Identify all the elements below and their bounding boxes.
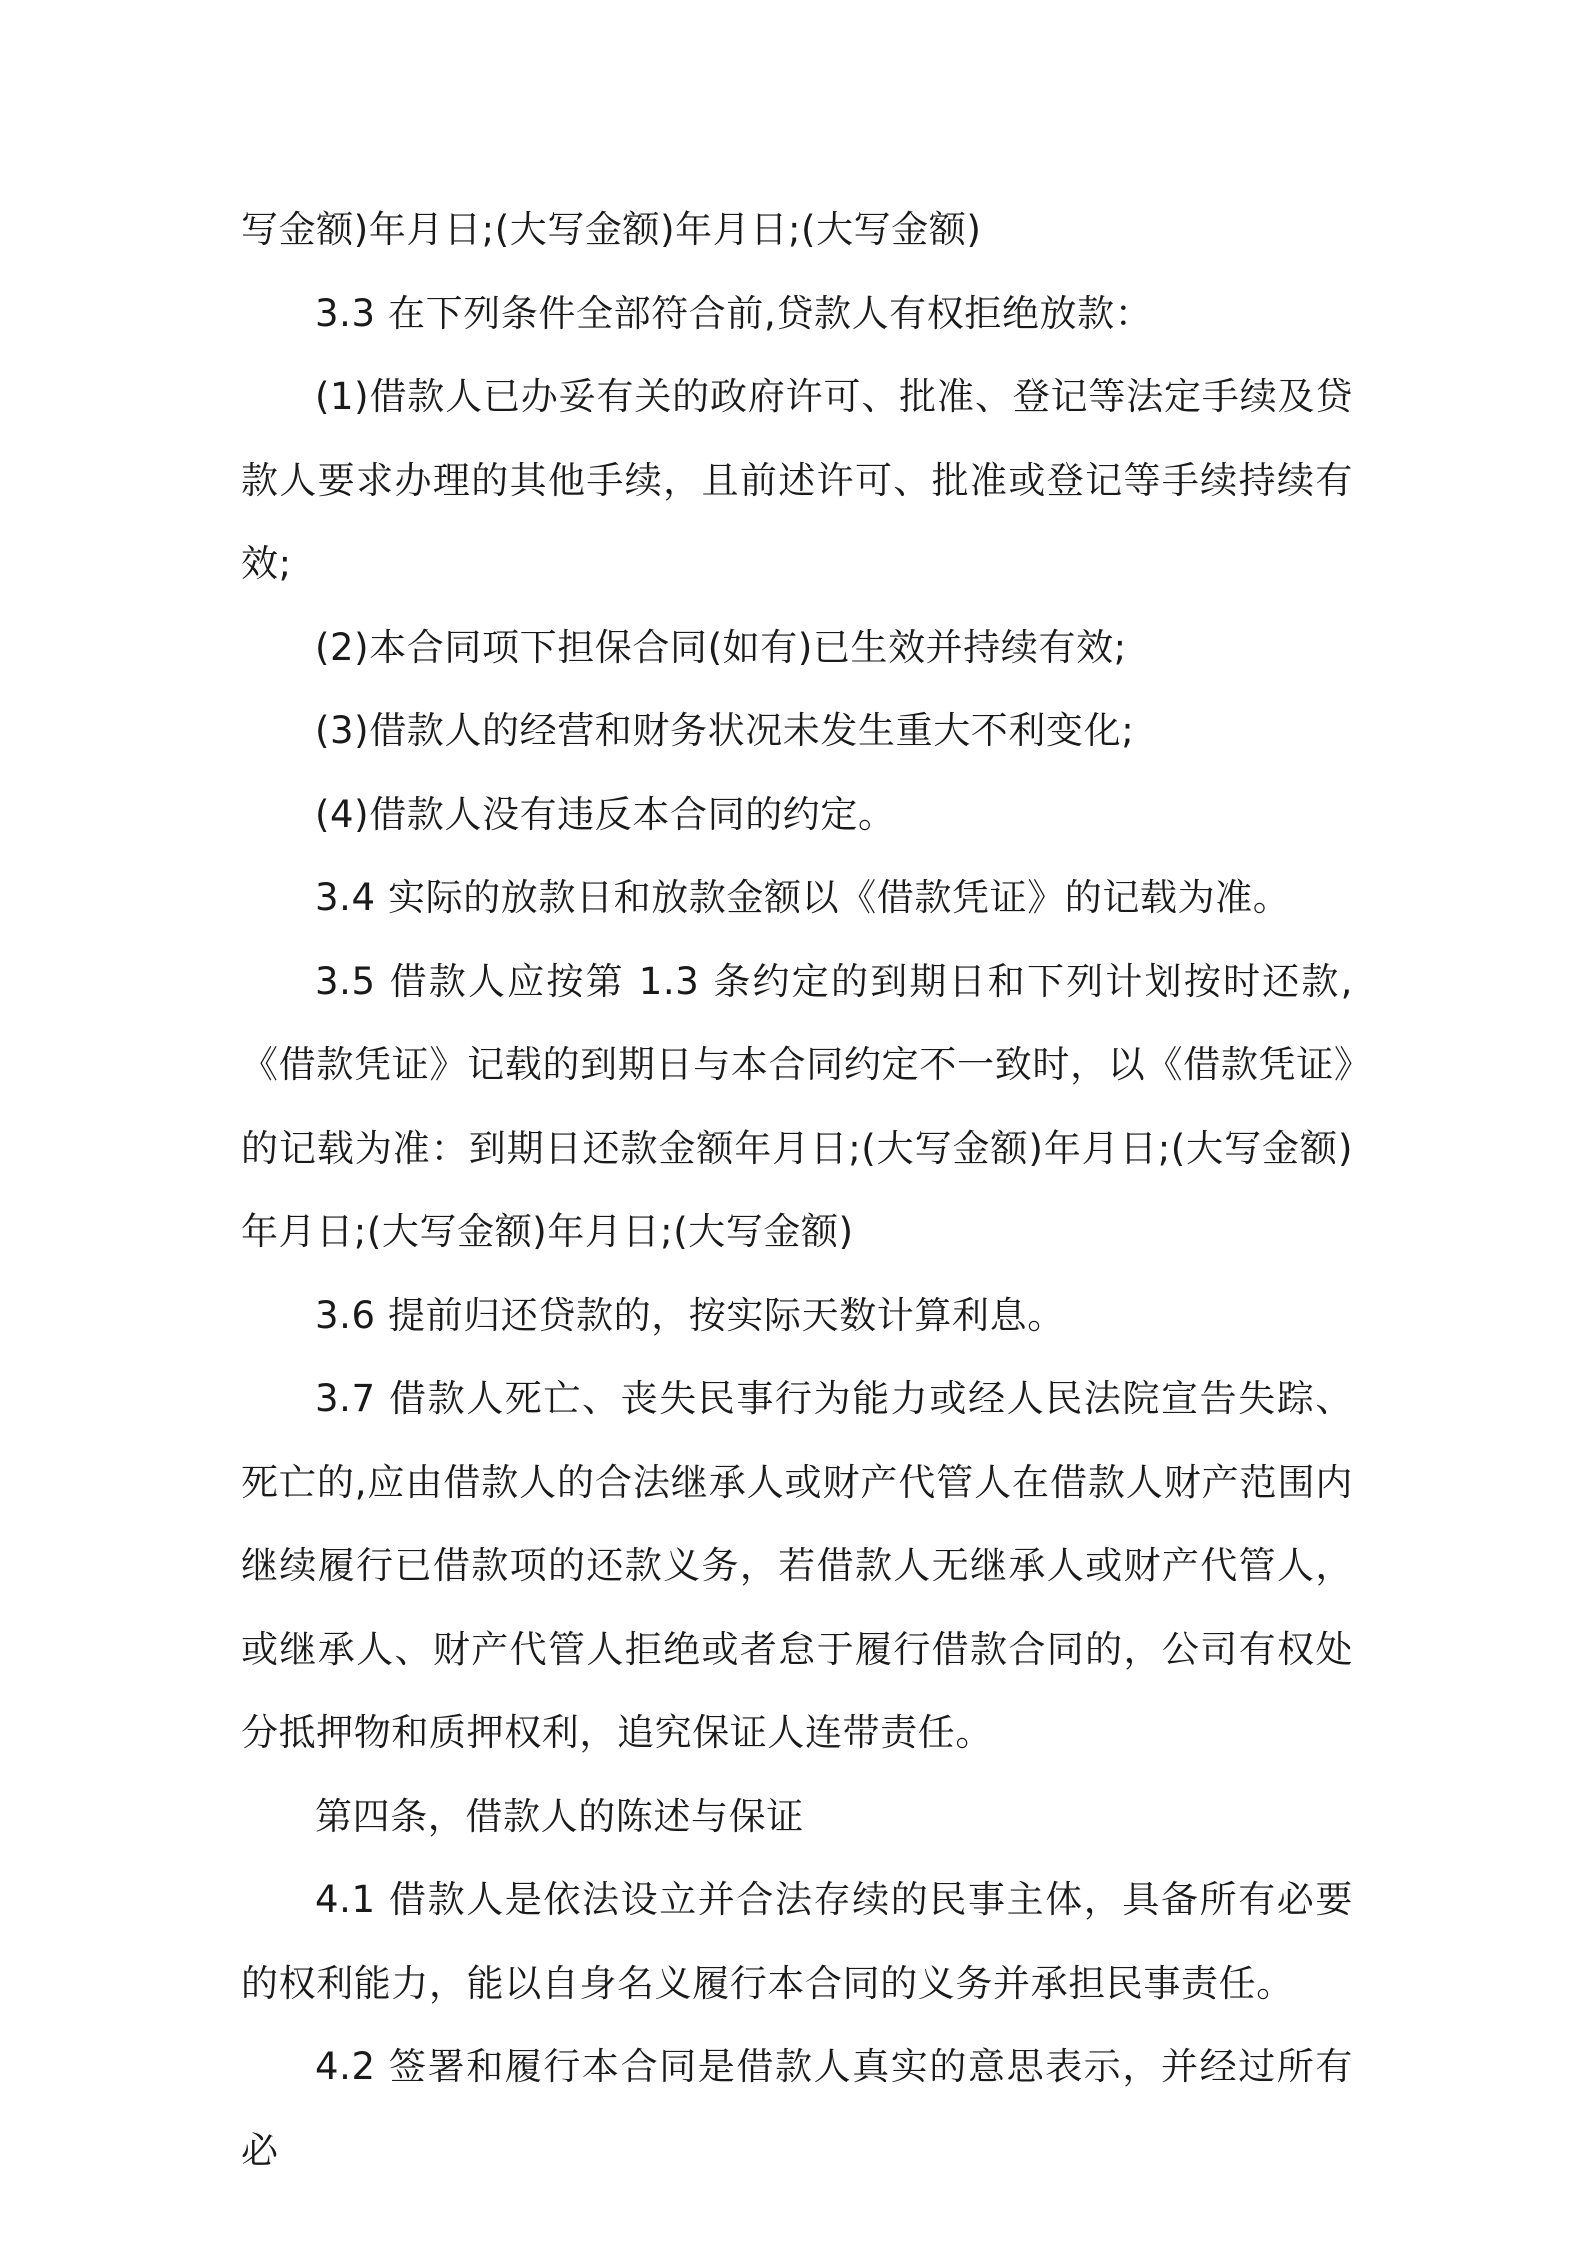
paragraph: 4.1 借款人是依法设立并合法存续的民事主体，具备所有必要的权利能力，能以自身名义履行本合同的义务并承担民事责任。 bbox=[241, 1878, 1353, 2005]
document-body bbox=[241, 188, 1353, 2192]
paragraph: 3.3 在下列条件全部符合前,贷款人有权拒绝放款： bbox=[315, 291, 1153, 335]
section-heading: 第四条，借款人的陈述与保证 bbox=[315, 1794, 804, 1838]
paragraph: 3.6 提前归还贷款的，按实际天数计算利息。 bbox=[315, 1293, 1065, 1337]
paragraph: 写金额)年月日;(大写金额)年月日;(大写金额) bbox=[241, 208, 982, 251]
paragraph: 3.5 借款人应按第 1.3 条约定的到期日和下列计划按时还款,《借款凭证》记载的到期日与本合同约定不一致时，以《借款凭证》的记载为准：到期日还款金额年月日;(大写金额)年月日;(大写金额)年月日;(大写金额)年月日;(大写金额) bbox=[241, 959, 1353, 1253]
paragraph: (3)借款人的经营和财务状况未发生重大不利变化; bbox=[315, 709, 1135, 752]
paragraph: 3.7 借款人死亡、丧失民事行为能力或经人民法院宣告失踪、死亡的,应由借款人的合法继承人或财产代管人在借款人财产范围内继续履行已借款项的还款义务，若借款人无继承人或财产代管人，或继承人、财产代管人拒绝或者怠于履行借款合同的，公司有权处分抵押物和质押权利，追究保证人连带责任。 bbox=[241, 1377, 1353, 1754]
paragraph: (4)借款人没有违反本合同的约定。 bbox=[315, 792, 896, 836]
paragraph: (1)借款人已办妥有关的政府许可、批准、登记等法定手续及贷款人要求办理的其他手续，且前述许可、批准或登记等手续持续有效; bbox=[241, 375, 1353, 585]
paragraph: 3.4 实际的放款日和放款金额以《借款凭证》的记载为准。 bbox=[315, 876, 1291, 919]
paragraph: 4.2 签署和履行本合同是借款人真实的意思表示，并经过所有必 bbox=[241, 2045, 1353, 2172]
paragraph: (2)本合同项下担保合同(如有)已生效并持续有效; bbox=[315, 625, 1127, 669]
